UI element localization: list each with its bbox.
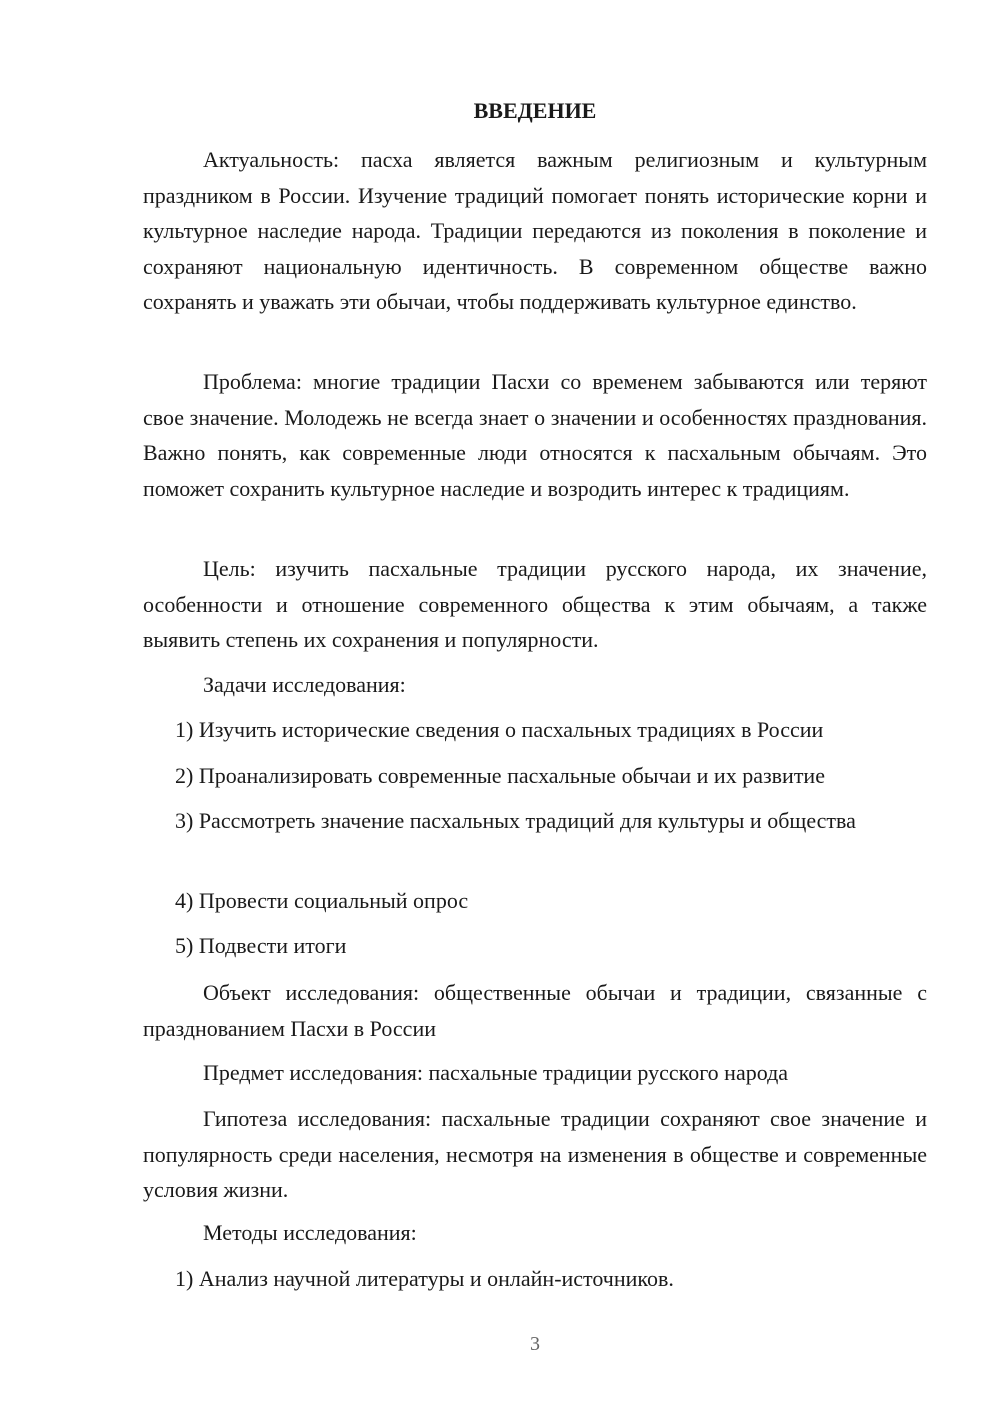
methods-heading: Методы исследования: [203,1220,417,1245]
task-item-1: 1) Изучить исторические сведения о пасхальных традициях в России [175,717,824,742]
task-item-2: 2) Проанализировать современные пасхальные обычаи и их развитие [175,763,825,788]
object-paragraph: Объект исследования: общественные обычаи и традиции, связанные с празднованием Пасхи в России [143,980,927,1041]
task-item-4: 4) Провести социальный опрос [175,888,469,913]
task-item-3: 3) Рассмотреть значение пасхальных традиций для культуры и общества [175,808,856,833]
tasks-heading: Задачи исследования: [203,672,406,697]
subject-paragraph: Предмет исследования: пасхальные традиции русского народа [203,1060,789,1085]
method-item-1: 1) Анализ научной литературы и онлайн-источников. [175,1266,674,1291]
relevance-paragraph: Актуальность: пасха является важным религиозным и культурным праздником в России. Изучение традиций помогает понять исторические корни и культурное наследие народа. Традиции передаются из поколения в поколение и сохраняют национальную идентичность. В современном обществе важно сохранять и уважать эти обычаи, чтобы поддерживать культурное единство. [143,147,927,314]
page-number: 3 [530,1333,540,1355]
task-item-5: 5) Подвести итоги [175,933,347,958]
page-title: ВВЕДЕНИЕ [473,98,597,123]
goal-paragraph: Цель: изучить пасхальные традиции русского народа, их значение, особенности и отношение современного общества к этим обычаям, а также выявить степень их сохранения и популярности. [143,556,927,652]
hypothesis-paragraph: Гипотеза исследования: пасхальные традиции сохраняют свое значение и популярность среди населения, несмотря на изменения в обществе и современные условия жизни. [143,1106,927,1202]
problem-paragraph: Проблема: многие традиции Пасхи со временем забываются или теряют свое значение. Молодежь не всегда знает о значении и особенностях празднования. Важно понять, как современные люди относятся к пасхальным обычаям. Это поможет сохранить культурное наследие и возродить интерес к традициям. [143,369,927,501]
